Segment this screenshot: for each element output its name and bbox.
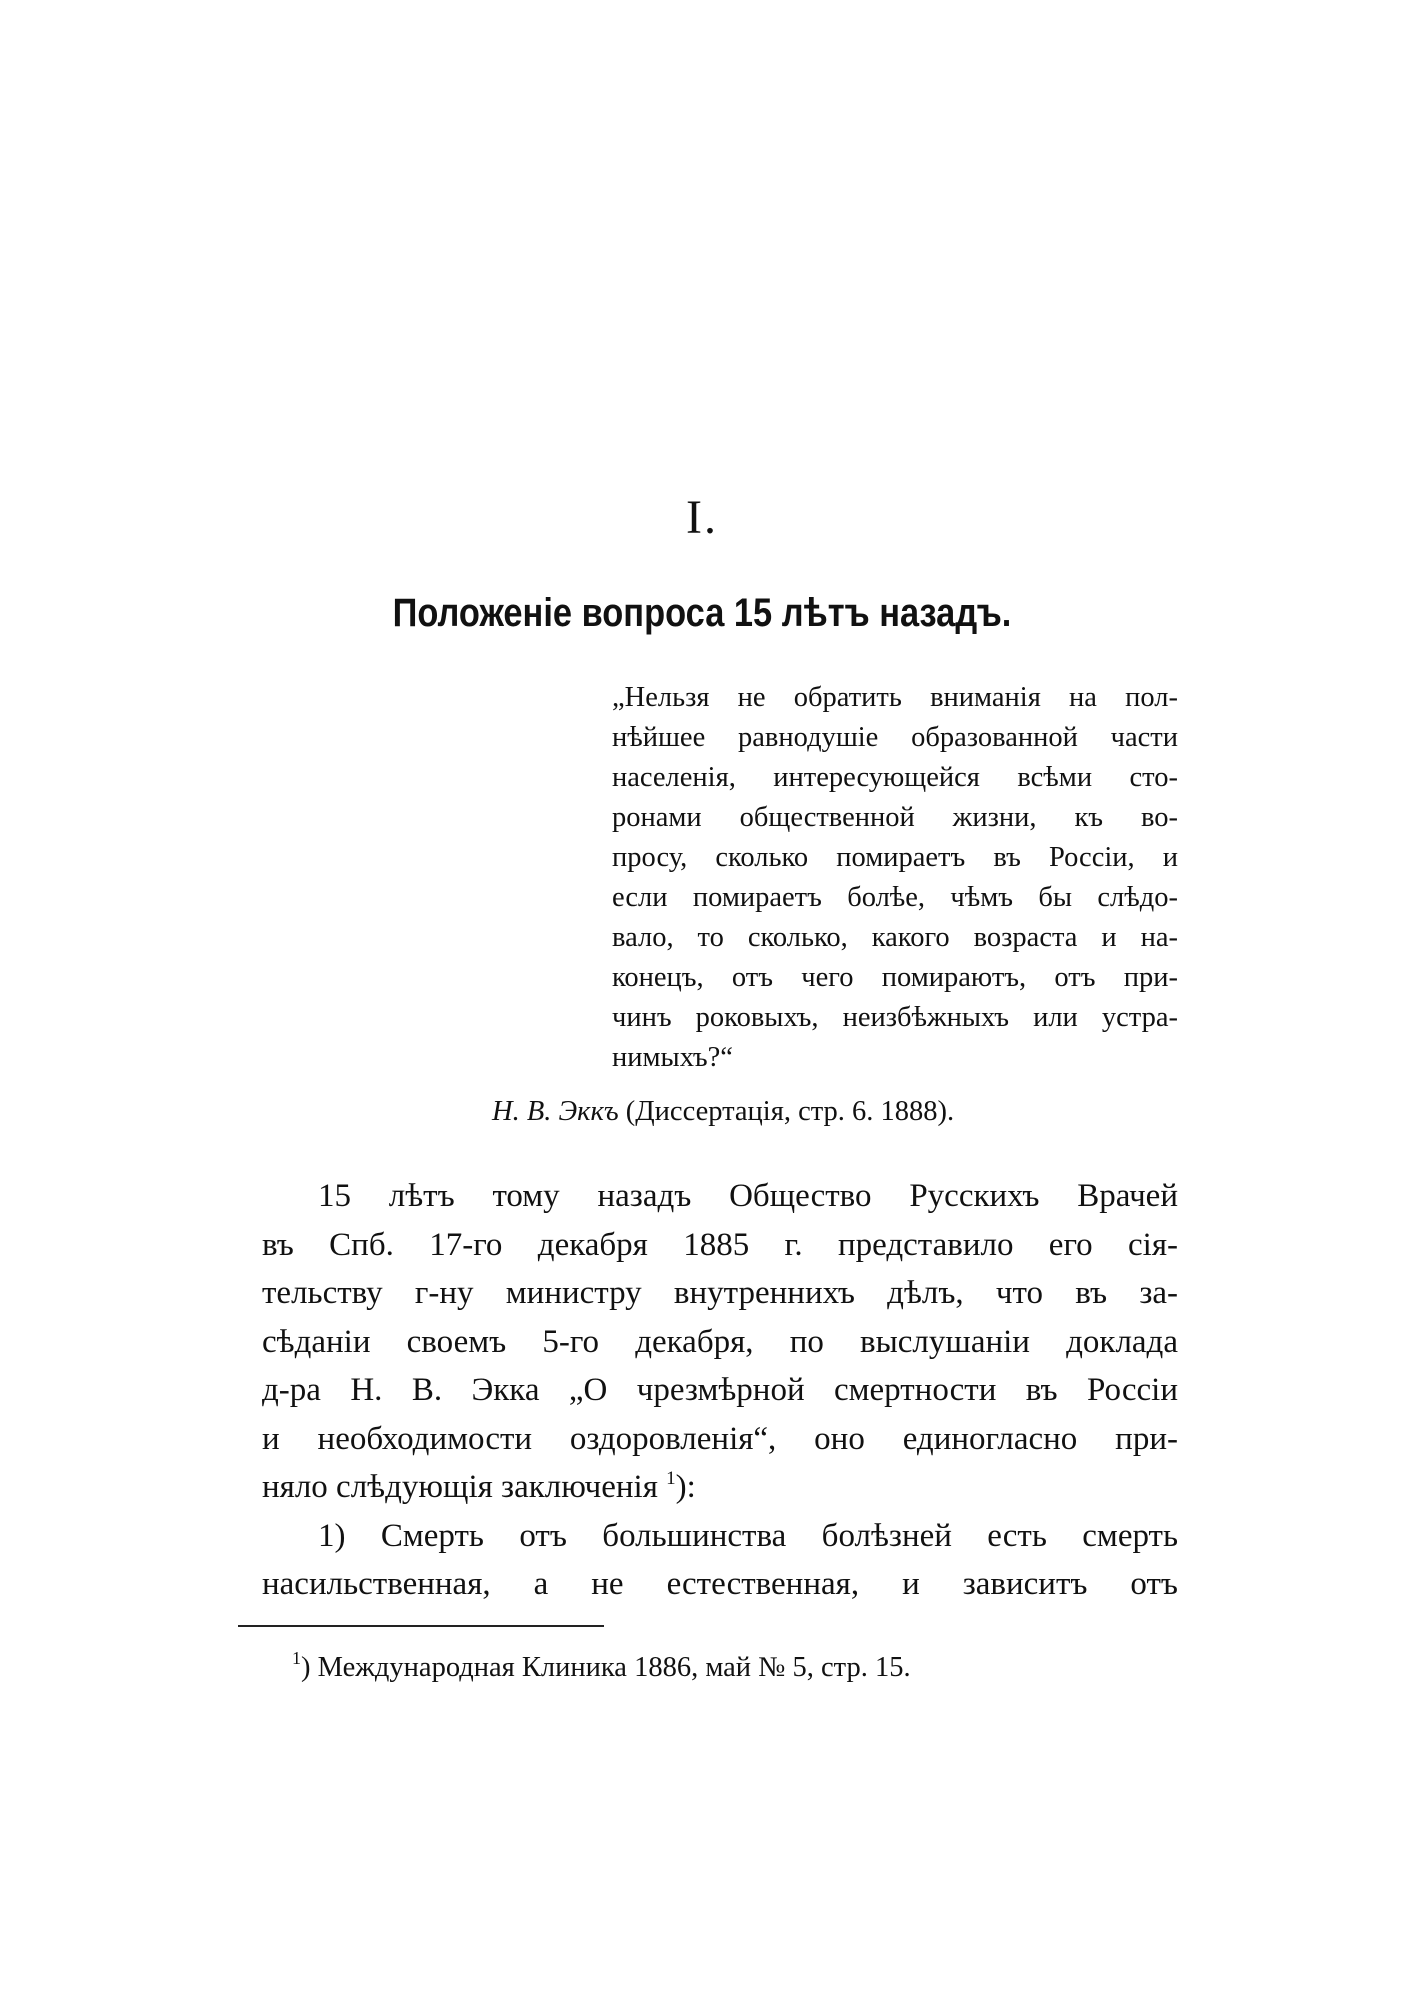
body-line: 15 лѣтъ тому назадъ Общество Русскихъ Врачей: [318, 1178, 1178, 1214]
epigraph-line: нѣйшее равнодушіе образованной части: [612, 722, 1178, 753]
epigraph-line: если помираетъ болѣе, чѣмъ бы слѣдо-: [612, 882, 1178, 913]
body-line: 1) Смерть отъ большинства болѣзней есть смерть: [318, 1517, 1178, 1554]
chapter-number: I.: [686, 491, 718, 544]
epigraph-line: вало, то сколько, какого возраста и на-: [612, 922, 1178, 953]
footnote-reference-tail: ):: [675, 1469, 696, 1505]
chapter-title: Положеніе вопроса 15 лѣтъ назадъ.: [392, 591, 1012, 635]
body-line-with-footnote: [262, 1463, 1178, 1512]
epigraph-attribution: [492, 1092, 954, 1132]
body-line: д-ра Н. В. Экка „О чрезмѣрной смертности въ Россіи: [262, 1372, 1178, 1408]
footnote-reference: 1: [666, 1468, 676, 1489]
body-line: въ Спб. 17-го декабря 1885 г. представило его сія-: [262, 1226, 1178, 1263]
footnote: [292, 1648, 911, 1688]
epigraph-line: населенія, интересующейся всѣми сто-: [612, 762, 1178, 793]
body-line: насильственная, а не естественная, и зависитъ отъ: [262, 1566, 1178, 1602]
footnote-divider: [238, 1625, 604, 1627]
body-line: и необходимости оздоровленія“, оно единогласно при-: [262, 1420, 1178, 1457]
epigraph-line: просу, сколько помираетъ въ Россіи, и: [612, 842, 1178, 873]
attribution-author: Н. В. Эккъ: [492, 1096, 619, 1127]
epigraph-line: ронами общественной жизни, къ во-: [612, 802, 1178, 833]
body-line: тельству г-ну министру внутреннихъ дѣлъ, что въ за-: [262, 1275, 1178, 1311]
body-line: няло слѣдующія заключенія: [262, 1469, 658, 1505]
footnote-text: ) Международная Клиника 1886, май № 5, стр. 15.: [301, 1652, 911, 1683]
body-line: сѣданіи своемъ 5-го декабря, по выслушаніи доклада: [262, 1323, 1178, 1360]
epigraph: [612, 678, 1178, 1078]
epigraph-line: нимыхъ?“: [612, 1042, 733, 1073]
epigraph-line: чинъ роковыхъ, неизбѣжныхъ или устра-: [612, 1002, 1178, 1033]
footnote-marker: 1: [292, 1648, 301, 1668]
epigraph-line: конецъ, отъ чего помираютъ, отъ при-: [612, 962, 1178, 993]
epigraph-line: „Нельзя не обратить вниманія на пол-: [612, 682, 1178, 713]
attribution-source: (Диссертація, стр. 6. 1888).: [625, 1096, 955, 1127]
body-text: [262, 1172, 1178, 1609]
